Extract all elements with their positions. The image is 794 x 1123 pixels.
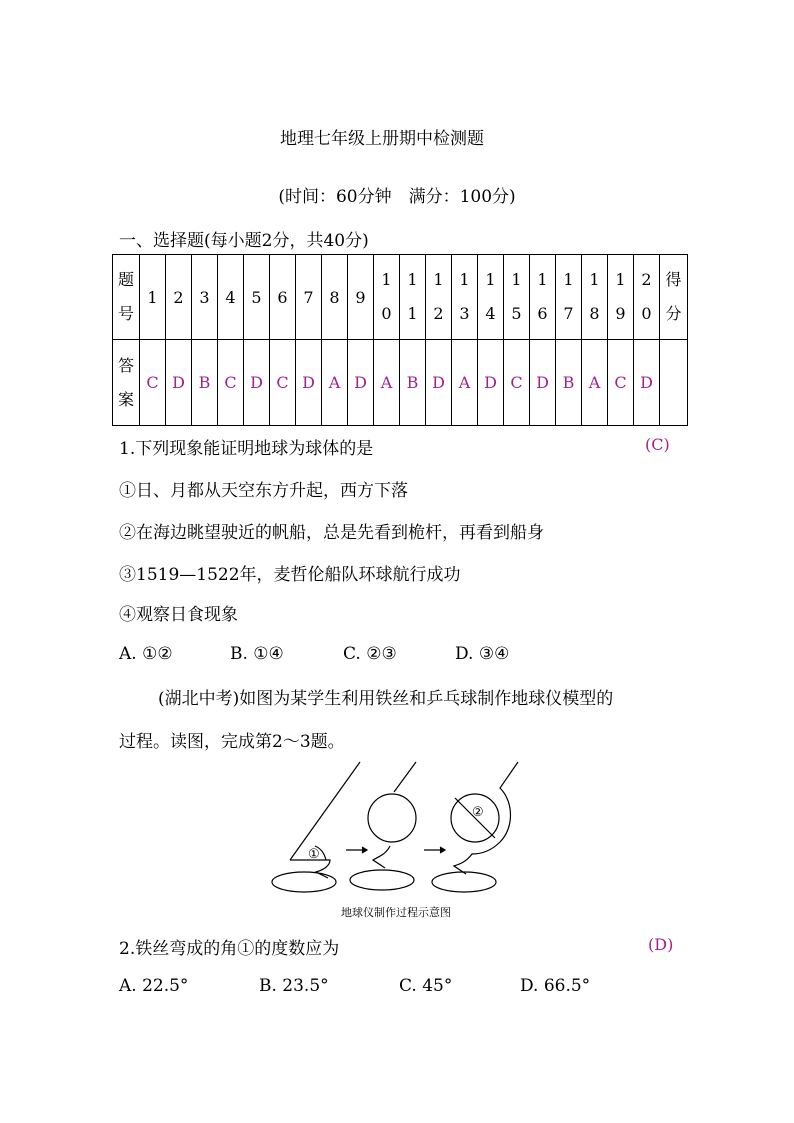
answer-row <box>113 340 688 426</box>
q2-option-b: B. 23.5° <box>259 976 329 996</box>
number-cell: 5 <box>244 255 270 340</box>
wire-stage-1 <box>290 762 360 878</box>
number-digit: 1 <box>433 270 444 289</box>
answer-cell: D <box>348 340 374 426</box>
number-cell <box>556 255 582 340</box>
q1-item-3: ③1519—1522年，麦哲伦船队环球航行成功 <box>119 565 461 585</box>
number-cell: 4 <box>218 255 244 340</box>
q1-option-c: C. ②③ <box>343 644 397 664</box>
number-digit: 8 <box>589 304 600 323</box>
answer-cell: D <box>296 340 322 426</box>
globe-making-figure <box>268 758 524 926</box>
header-label-cell: 题 号 <box>113 255 140 340</box>
number-cell <box>634 255 660 340</box>
answer-cell: D <box>244 340 270 426</box>
ball-stage-2 <box>368 794 416 842</box>
axis-label: ② <box>472 805 484 820</box>
score-cell <box>660 340 688 426</box>
section-heading: 一、选择题(每小题2分，共40分) <box>119 231 369 251</box>
number-cell <box>504 255 530 340</box>
number-cell: 6 <box>270 255 296 340</box>
number-digit: 5 <box>511 304 522 323</box>
q1-item-2: ②在海边眺望驶近的帆船，总是先看到桅杆，再看到船身 <box>119 523 544 543</box>
answer-cell: D <box>478 340 504 426</box>
answer-label-cell: 答 案 <box>113 340 140 426</box>
number-cell <box>530 255 556 340</box>
q2-stem: 2.铁丝弯成的角①的度数应为 <box>119 939 340 959</box>
number-digit: 3 <box>459 304 470 323</box>
number-digit: 1 <box>407 270 418 289</box>
number-cell <box>374 255 400 340</box>
base-stage-2 <box>350 870 414 890</box>
answer-cell: A <box>322 340 348 426</box>
intro-line-2: 过程。读图，完成第2～3题。 <box>119 732 345 752</box>
q2-option-a: A. 22.5° <box>119 976 189 996</box>
answer-cell: C <box>270 340 296 426</box>
number-digit: 1 <box>589 270 600 289</box>
number-digit: 6 <box>537 304 548 323</box>
number-digit: 0 <box>381 304 392 323</box>
q2-answer: (D) <box>648 935 674 954</box>
answer-cell: B <box>556 340 582 426</box>
number-digit: 1 <box>615 270 626 289</box>
angle-label: ① <box>308 847 320 862</box>
answer-cell: C <box>608 340 634 426</box>
number-cell: 8 <box>322 255 348 340</box>
q1-answer: (C) <box>645 435 670 454</box>
answer-cell: D <box>166 340 192 426</box>
number-cell <box>608 255 634 340</box>
number-cell: 3 <box>192 255 218 340</box>
answer-cell: C <box>140 340 166 426</box>
answer-cell: A <box>582 340 608 426</box>
answer-cell: B <box>192 340 218 426</box>
q1-option-a: A. ①② <box>119 644 173 664</box>
q2-option-d: D. 66.5° <box>520 976 591 996</box>
number-digit: 1 <box>563 270 574 289</box>
answer-cell: D <box>530 340 556 426</box>
q1-option-d: D. ③④ <box>455 644 510 664</box>
q2-option-c: C. 45° <box>399 976 453 996</box>
page-title: 地理七年级上册期中检测题 <box>280 129 484 149</box>
number-digit: 0 <box>641 304 652 323</box>
number-digit: 1 <box>537 270 548 289</box>
q1-item-4: ④观察日食现象 <box>119 605 238 625</box>
question-number-row <box>113 255 688 340</box>
answer-cell: D <box>426 340 452 426</box>
number-digit: 9 <box>615 304 626 323</box>
wire-stage-2 <box>373 762 416 868</box>
q1-item-1: ①日、月都从天空东方升起，西方下落 <box>119 481 408 501</box>
number-digit: 1 <box>485 270 496 289</box>
wire-stage-3 <box>454 762 518 874</box>
q1-option-b: B. ①④ <box>230 644 284 664</box>
exam-time-info: (时间：60分钟 满分：100分) <box>278 187 516 207</box>
answer-table <box>112 254 688 426</box>
number-digit: 1 <box>459 270 470 289</box>
number-cell <box>452 255 478 340</box>
q1-stem: 1.下列现象能证明地球为球体的是 <box>119 439 374 459</box>
intro-line-1: (湖北中考)如图为某学生利用铁丝和乒乓球制作地球仪模型的 <box>158 689 614 709</box>
answer-cell: C <box>504 340 530 426</box>
number-cell: 1 <box>140 255 166 340</box>
answer-cell: B <box>400 340 426 426</box>
figure-caption: 地球仪制作过程示意图 <box>341 906 451 919</box>
number-digit: 7 <box>563 304 574 323</box>
base-stage-3 <box>432 872 496 892</box>
number-cell: 7 <box>296 255 322 340</box>
answer-cell: A <box>452 340 478 426</box>
number-cell <box>400 255 426 340</box>
number-digit: 1 <box>407 304 418 323</box>
number-cell: 9 <box>348 255 374 340</box>
number-digit: 1 <box>511 270 522 289</box>
base-stage-1 <box>272 872 336 892</box>
answer-cell: D <box>634 340 660 426</box>
number-cell <box>426 255 452 340</box>
number-digit: 1 <box>381 270 392 289</box>
number-cell: 2 <box>166 255 192 340</box>
number-cell <box>582 255 608 340</box>
answer-cell: C <box>218 340 244 426</box>
score-label-cell: 得 分 <box>660 255 688 340</box>
answer-cell: A <box>374 340 400 426</box>
number-digit: 2 <box>433 304 444 323</box>
number-cell <box>478 255 504 340</box>
number-digit: 4 <box>485 304 496 323</box>
number-digit: 2 <box>641 270 652 289</box>
